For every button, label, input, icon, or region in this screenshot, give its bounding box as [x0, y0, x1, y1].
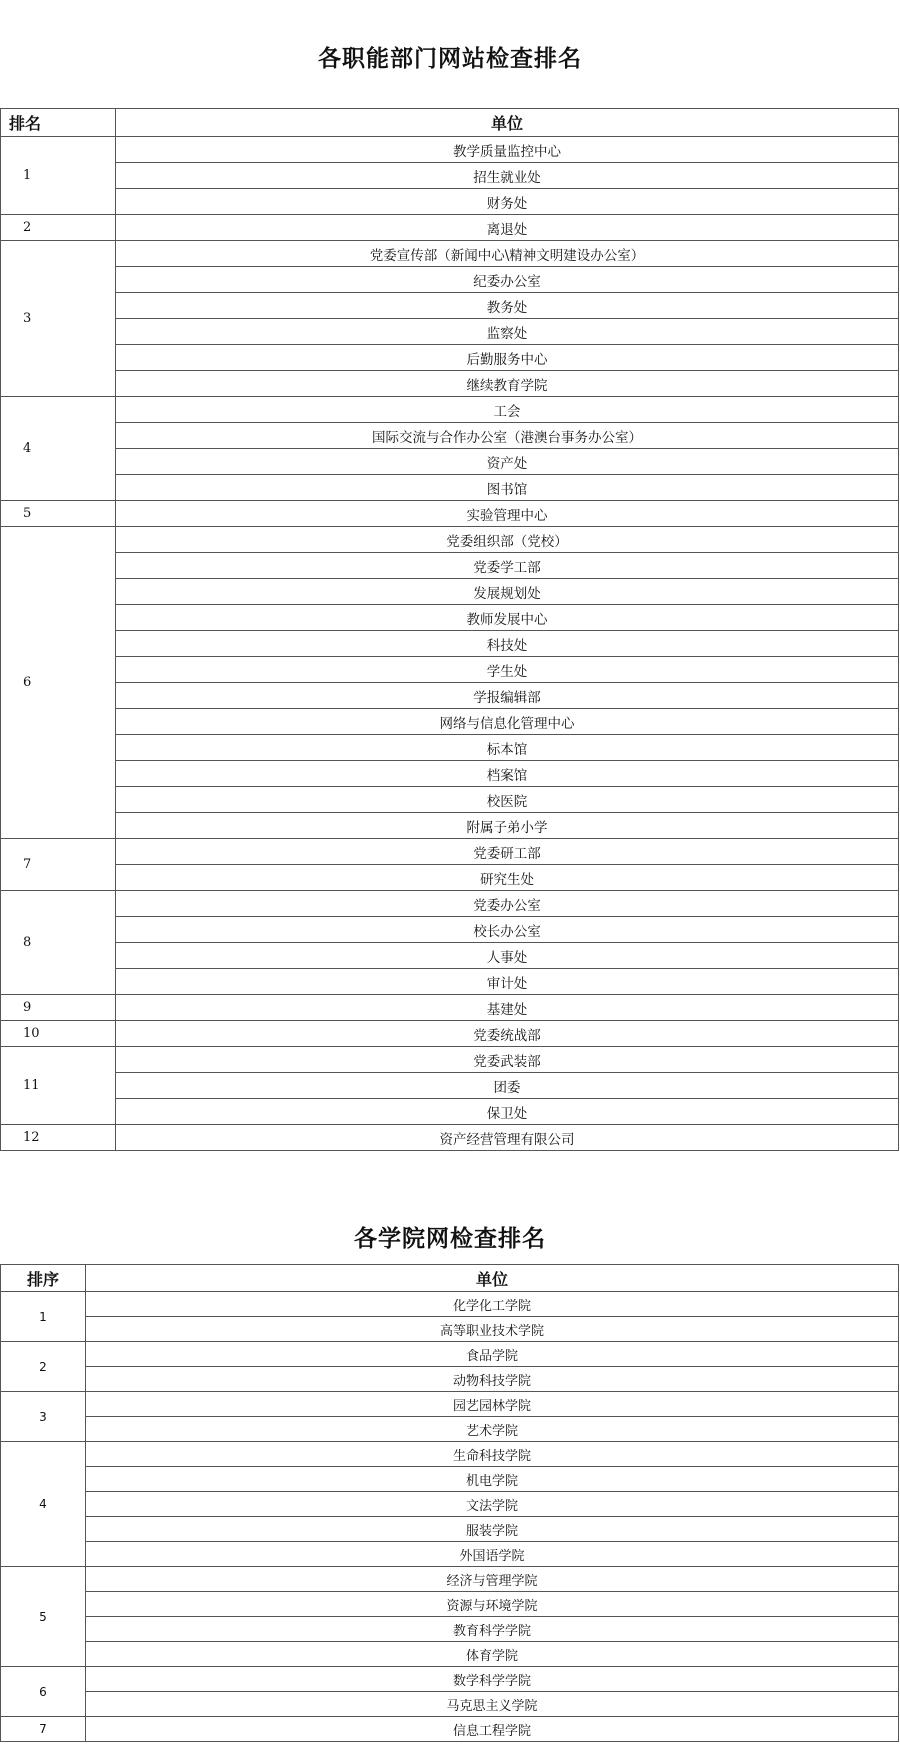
- table-row: [1, 1642, 899, 1667]
- unit-cell: 机电学院: [86, 1467, 899, 1492]
- table-row: [1, 813, 899, 839]
- unit-cell: 党委研工部: [116, 839, 899, 865]
- unit-cell: 资产经营管理有限公司: [116, 1125, 899, 1151]
- unit-cell: 学报编辑部: [116, 683, 899, 709]
- unit-cell: 教学质量监控中心: [116, 137, 899, 163]
- unit-cell: 艺术学院: [86, 1417, 899, 1442]
- table-row: [1, 319, 899, 345]
- table-row: [1, 969, 899, 995]
- unit-cell: 体育学院: [86, 1642, 899, 1667]
- unit-cell: 保卫处: [116, 1099, 899, 1125]
- table-row: [1, 1592, 899, 1617]
- section2-title: 各学院网检查排名: [354, 1226, 546, 1252]
- rank-cell: 3: [1, 1392, 86, 1442]
- table-row: [1, 735, 899, 761]
- unit-cell: 文法学院: [86, 1492, 899, 1517]
- unit-cell: 发展规划处: [116, 579, 899, 605]
- unit-cell: 高等职业技术学院: [86, 1317, 899, 1342]
- unit-cell: 科技处: [116, 631, 899, 657]
- table-row: [1, 1047, 899, 1073]
- unit-header: 单位: [86, 1265, 899, 1292]
- unit-cell: 教育科学学院: [86, 1617, 899, 1642]
- table-row: [1, 1021, 899, 1047]
- table-row: [1, 787, 899, 813]
- table-row: [1, 1292, 899, 1317]
- table-row: [1, 995, 899, 1021]
- unit-cell: 食品学院: [86, 1342, 899, 1367]
- rank-cell: 4: [1, 1442, 86, 1567]
- table-row: [1, 709, 899, 735]
- table-row: [1, 1073, 899, 1099]
- unit-cell: 人事处: [116, 943, 899, 969]
- rank-cell: 1: [1, 1292, 86, 1342]
- rank-cell: 6: [1, 527, 116, 839]
- table-row: [1, 1517, 899, 1542]
- table-row: [1, 657, 899, 683]
- table-row: [1, 1392, 899, 1417]
- table-row: [1, 267, 899, 293]
- unit-cell: 招生就业处: [116, 163, 899, 189]
- unit-cell: 离退处: [116, 215, 899, 241]
- unit-cell: 资源与环境学院: [86, 1592, 899, 1617]
- unit-cell: 校医院: [116, 787, 899, 813]
- unit-cell: 标本馆: [116, 735, 899, 761]
- table-row: [1, 1442, 899, 1467]
- unit-cell: 实验管理中心: [116, 501, 899, 527]
- table-row: [1, 1417, 899, 1442]
- unit-cell: 后勤服务中心: [116, 345, 899, 371]
- unit-cell: 动物科技学院: [86, 1367, 899, 1392]
- rank-cell: 2: [1, 1342, 86, 1392]
- table-row: [1, 631, 899, 657]
- unit-cell: 生命科技学院: [86, 1442, 899, 1467]
- table-row: [1, 1667, 899, 1692]
- unit-cell: 党委统战部: [116, 1021, 899, 1047]
- unit-cell: 校长办公室: [116, 917, 899, 943]
- rank-header: 排名: [1, 109, 116, 137]
- table-row: [1, 1125, 899, 1151]
- unit-cell: 服装学院: [86, 1517, 899, 1542]
- table-row: [1, 1099, 899, 1125]
- rank-cell: 6: [1, 1667, 86, 1717]
- unit-cell: 国际交流与合作办公室（港澳台事务办公室）: [116, 423, 899, 449]
- unit-cell: 党委宣传部（新闻中心\精神文明建设办公室）: [116, 241, 899, 267]
- table-row: [1, 423, 899, 449]
- table-row: [1, 839, 899, 865]
- rank-cell: 3: [1, 241, 116, 397]
- unit-cell: 档案馆: [116, 761, 899, 787]
- table-row: [1, 449, 899, 475]
- table-row: [1, 865, 899, 891]
- unit-cell: 马克思主义学院: [86, 1692, 899, 1717]
- unit-cell: 财务处: [116, 189, 899, 215]
- rank-cell: 11: [1, 1047, 116, 1125]
- table-row: [1, 293, 899, 319]
- section1-title: 各职能部门网站检查排名: [318, 46, 582, 72]
- rank-cell: 5: [1, 501, 116, 527]
- rank-cell: 2: [1, 215, 116, 241]
- table-row: [1, 943, 899, 969]
- rank-cell: 1: [1, 137, 116, 215]
- table-row: [1, 1567, 899, 1592]
- unit-cell: 化学化工学院: [86, 1292, 899, 1317]
- table-row: [1, 917, 899, 943]
- table-row: [1, 189, 899, 215]
- department-ranking-table: [0, 108, 899, 1151]
- unit-cell: 继续教育学院: [116, 371, 899, 397]
- table-row: [1, 891, 899, 917]
- rank-header: 排序: [1, 1265, 86, 1292]
- rank-cell: 5: [1, 1567, 86, 1667]
- table-row: [1, 1717, 899, 1742]
- unit-cell: 数学科学学院: [86, 1667, 899, 1692]
- unit-cell: 党委组织部（党校）: [116, 527, 899, 553]
- unit-cell: 经济与管理学院: [86, 1567, 899, 1592]
- unit-cell: 学生处: [116, 657, 899, 683]
- table-row: [1, 1342, 899, 1367]
- table-row: [1, 1492, 899, 1517]
- table-header-row: [1, 1265, 899, 1292]
- unit-cell: 教师发展中心: [116, 605, 899, 631]
- rank-cell: 9: [1, 995, 116, 1021]
- unit-cell: 研究生处: [116, 865, 899, 891]
- unit-cell: 监察处: [116, 319, 899, 345]
- unit-cell: 附属子弟小学: [116, 813, 899, 839]
- unit-cell: 图书馆: [116, 475, 899, 501]
- table-row: [1, 553, 899, 579]
- unit-header: 单位: [116, 109, 899, 137]
- unit-cell: 党委武装部: [116, 1047, 899, 1073]
- table-row: [1, 1617, 899, 1642]
- unit-cell: 外国语学院: [86, 1542, 899, 1567]
- unit-cell: 党委办公室: [116, 891, 899, 917]
- table-row: [1, 605, 899, 631]
- rank-cell: 12: [1, 1125, 116, 1151]
- table-row: [1, 1367, 899, 1392]
- unit-cell: 信息工程学院: [86, 1717, 899, 1742]
- table-row: [1, 475, 899, 501]
- table-row: [1, 1467, 899, 1492]
- table-row: [1, 579, 899, 605]
- unit-cell: 基建处: [116, 995, 899, 1021]
- table-row: [1, 1692, 899, 1717]
- rank-cell: 4: [1, 397, 116, 501]
- table-header-row: [1, 109, 899, 137]
- unit-cell: 党委学工部: [116, 553, 899, 579]
- table-row: [1, 163, 899, 189]
- table-row: [1, 1542, 899, 1567]
- unit-cell: 网络与信息化管理中心: [116, 709, 899, 735]
- rank-cell: 7: [1, 839, 116, 891]
- table-row: [1, 345, 899, 371]
- rank-cell: 8: [1, 891, 116, 995]
- rank-cell: 7: [1, 1717, 86, 1742]
- college-ranking-table: [0, 1264, 899, 1742]
- unit-cell: 工会: [116, 397, 899, 423]
- rank-cell: 10: [1, 1021, 116, 1047]
- unit-cell: 园艺园林学院: [86, 1392, 899, 1417]
- table-row: [1, 501, 899, 527]
- table-row: [1, 761, 899, 787]
- unit-cell: 资产处: [116, 449, 899, 475]
- table-row: [1, 215, 899, 241]
- table-row: [1, 683, 899, 709]
- table-row: [1, 241, 899, 267]
- table-row: [1, 371, 899, 397]
- table-row: [1, 527, 899, 553]
- unit-cell: 团委: [116, 1073, 899, 1099]
- unit-cell: 纪委办公室: [116, 267, 899, 293]
- table-row: [1, 137, 899, 163]
- table-row: [1, 397, 899, 423]
- unit-cell: 审计处: [116, 969, 899, 995]
- table-row: [1, 1317, 899, 1342]
- unit-cell: 教务处: [116, 293, 899, 319]
